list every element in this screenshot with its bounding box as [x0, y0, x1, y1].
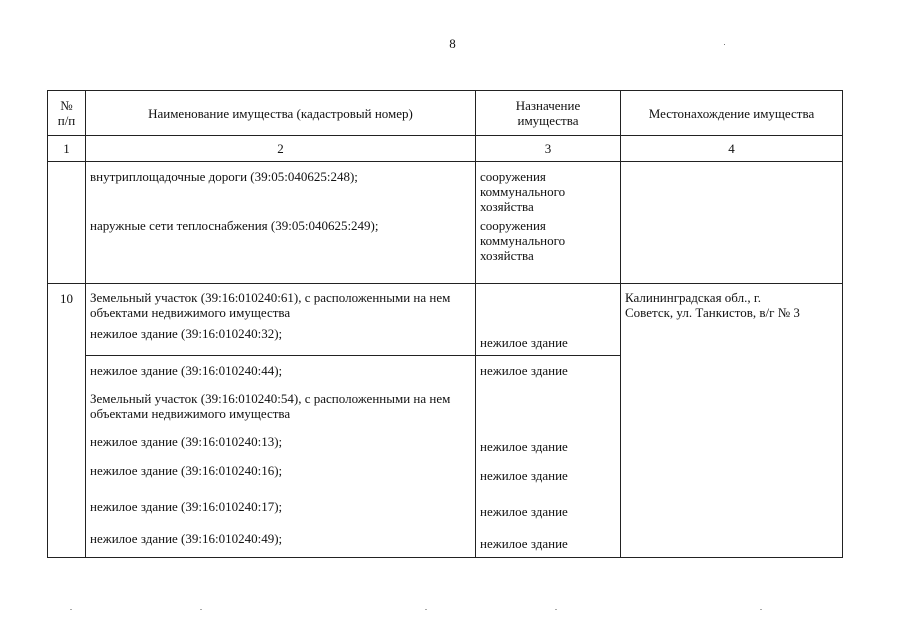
list-item: нежилое здание (39:16:010240:32);: [90, 326, 283, 341]
purpose-cell: [476, 284, 621, 356]
header-name: Наименование имущества (кадастровый номер): [86, 91, 476, 136]
purpose-cell: [476, 356, 621, 558]
list-item: нежилое здание: [480, 363, 568, 378]
name-cell: [86, 356, 476, 558]
list-item: Земельный участок (39:16:010240:61), с расположенными на нем объектами недвижимого имущества: [90, 290, 451, 320]
list-item: Земельный участок (39:16:010240:54), с расположенными на нем объектами недвижимого имущества: [90, 391, 451, 421]
header-num: № п/п: [48, 91, 86, 136]
property-location: Калининградская обл., г. Советск, ул. Танкистов, в/г № 3: [625, 290, 800, 320]
item-number: 10: [48, 284, 86, 558]
scan-speck: [425, 609, 427, 610]
header-purpose: Назначение имущества: [476, 91, 621, 136]
column-number-1: 1: [48, 136, 86, 162]
location-cell-empty: [621, 162, 843, 284]
table-row: [48, 162, 843, 284]
list-item: нежилое здание (39:16:010240:17);: [90, 499, 283, 514]
list-item: сооружения коммунального хозяйства: [480, 218, 566, 263]
list-item: нежилое здание: [480, 504, 568, 519]
list-item: сооружения коммунального хозяйства: [480, 169, 566, 214]
column-number-2: 2: [86, 136, 476, 162]
header-row: [48, 91, 843, 136]
list-item: нежилое здание (39:16:010240:49);: [90, 531, 283, 546]
name-cell: [86, 162, 476, 284]
list-item: нежилое здание: [480, 335, 568, 350]
list-item: внутриплощадочные дороги (39:05:040625:248);: [90, 169, 358, 184]
header-location: Местонахождение имущества: [621, 91, 843, 136]
page-number: 8: [449, 36, 456, 51]
list-item: нежилое здание (39:16:010240:16);: [90, 463, 283, 478]
scan-speck: [200, 609, 202, 610]
scan-speck: [724, 44, 725, 45]
column-number-4: 4: [621, 136, 843, 162]
purpose-cell: [476, 162, 621, 284]
column-number-row: [48, 136, 843, 162]
list-item: нежилое здание (39:16:010240:44);: [90, 363, 283, 378]
column-number-3: 3: [476, 136, 621, 162]
name-cell: [86, 284, 476, 356]
list-item: нежилое здание: [480, 439, 568, 454]
scan-artifacts: [60, 609, 860, 611]
list-item: нежилое здание (39:16:010240:13);: [90, 434, 283, 449]
location-cell: [621, 284, 843, 558]
list-item: наружные сети теплоснабжения (39:05:040625:249);: [90, 218, 379, 233]
scan-speck: [760, 609, 762, 610]
table-row: [48, 284, 843, 356]
scan-speck: [555, 609, 557, 610]
list-item: нежилое здание: [480, 468, 568, 483]
list-item: нежилое здание: [480, 536, 568, 551]
property-table: [47, 90, 843, 558]
scan-speck: [70, 609, 72, 610]
num-cell-empty: [48, 162, 86, 284]
